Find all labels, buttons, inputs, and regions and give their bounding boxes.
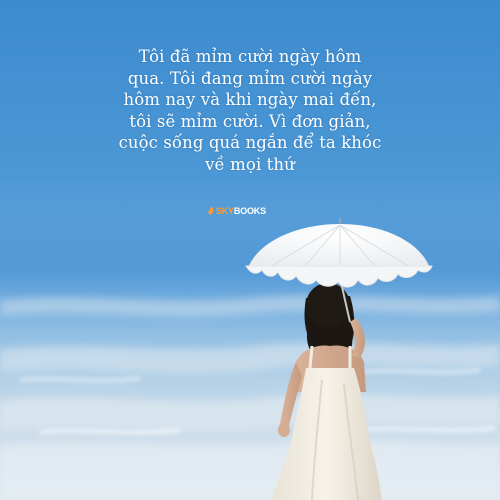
quote-line: qua. Tôi đang mỉm cười ngày xyxy=(127,68,373,88)
flame-icon xyxy=(207,206,215,215)
quote-line: hôm nay và khi ngày mai đến, xyxy=(123,90,377,109)
brand-books: BOOKS xyxy=(233,206,266,216)
quote-text xyxy=(100,46,400,175)
quote-line: Tôi đã mỉm cười ngày hôm xyxy=(138,47,362,66)
skybooks-logo xyxy=(207,206,266,216)
brand-sky: SKY xyxy=(216,206,234,216)
quote-line: về mọi thứ xyxy=(205,154,295,174)
quote-line: cuộc sống quá ngắn để ta khóc xyxy=(118,133,382,152)
quote-line: tôi sẽ mỉm cười. Vì đơn giản, xyxy=(129,111,371,131)
